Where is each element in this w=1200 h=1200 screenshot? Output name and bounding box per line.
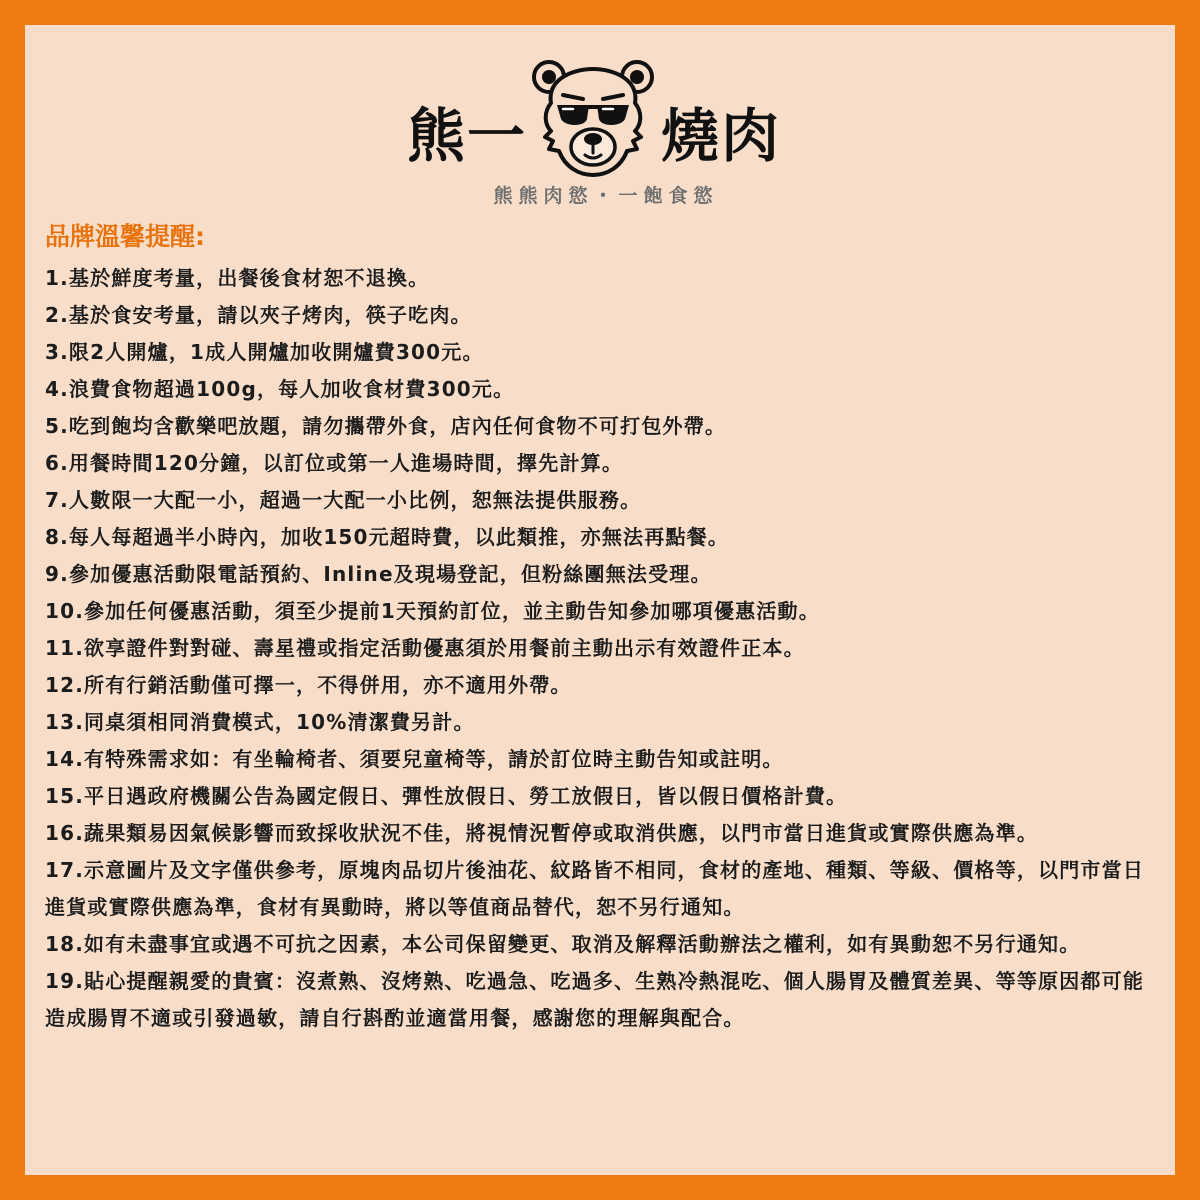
rule-item: 8.每人每超過半小時內，加收150元超時費，以此類推，亦無法再點餐。: [45, 525, 730, 549]
rule-item: 3.限2人開爐，1成人開爐加收開爐費300元。: [45, 340, 484, 364]
brand-name-left: 熊一: [407, 102, 528, 170]
rule-item: 7.人數限一大配一小，超過一大配一小比例，恕無法提供服務。: [45, 488, 642, 512]
rule-item: 5.吃到飽均含歡樂吧放題，請勿攜帶外食，店內任何食物不可打包外帶。: [45, 414, 727, 438]
rule-item: 12.所有行銷活動僅可擇一，不得併用，亦不適用外帶。: [45, 673, 572, 697]
notice-heading: 品牌溫馨提醒:: [45, 222, 205, 251]
brand-slogan: 熊熊肉慾・一飽食慾: [493, 185, 719, 207]
rule-item: 6.用餐時間120分鐘，以訂位或第一人進場時間，擇先計算。: [45, 451, 624, 475]
rule-item: 16.蔬果類易因氣候影響而致採收狀況不佳，將視情況暫停或取消供應，以門市當日進貨或實際供應為準。: [45, 821, 1039, 845]
rule-item: 10.參加任何優惠活動，須至少提前1天預約訂位，並主動告知參加哪項優惠活動。: [45, 599, 820, 623]
rule-item: 18.如有未盡事宜或遇不可抗之因素，本公司保留變更、取消及解釋活動辦法之權利，如有異動恕不另行通知。: [45, 932, 1081, 956]
rule-item: 9.參加優惠活動限電話預約、Inline及現場登記，但粉絲團無法受理。: [45, 562, 712, 586]
rule-item: 11.欲享證件對對碰、壽星禮或指定活動優惠須於用餐前主動出示有效證件正本。: [45, 636, 805, 660]
rule-item: 17.示意圖片及文字僅供參考，原塊肉品切片後油花、紋路皆不相同，食材的產地、種類、等級、價格等，以門市當日進貨或實際供應為準，食材有異動時，將以等值商品替代，恕不另行通知。: [45, 858, 1145, 919]
notice-rules-list: [45, 260, 1153, 1037]
brand-logo: [25, 25, 1175, 225]
rule-item: 1.基於鮮度考量，出餐後食材恕不退換。: [45, 266, 430, 290]
rule-item: 19.貼心提醒親愛的貴賓：沒煮熟、沒烤熟、吃過急、吃過多、生熟冷熱混吃、個人腸胃及體質差異、等等原因都可能造成腸胃不適或引發過敏，請自行斟酌並適當用餐，感謝您的理解與配合。: [45, 969, 1145, 1030]
rule-item: 2.基於食安考量，請以夾子烤肉，筷子吃肉。: [45, 303, 472, 327]
rule-item: 14.有特殊需求如：有坐輪椅者、須要兒童椅等，請於訂位時主動告知或註明。: [45, 747, 784, 771]
rule-item: 15.平日遇政府機關公告為國定假日、彈性放假日、勞工放假日，皆以假日價格計費。: [45, 784, 848, 808]
bear-with-sunglasses-icon: [529, 55, 657, 181]
notice-panel: [25, 25, 1175, 1175]
brand-name-right: 燒肉: [661, 102, 782, 170]
rule-item: 13.同桌須相同消費模式，10%清潔費另計。: [45, 710, 475, 734]
rule-item: 4.浪費食物超過100g，每人加收食材費300元。: [45, 377, 515, 401]
